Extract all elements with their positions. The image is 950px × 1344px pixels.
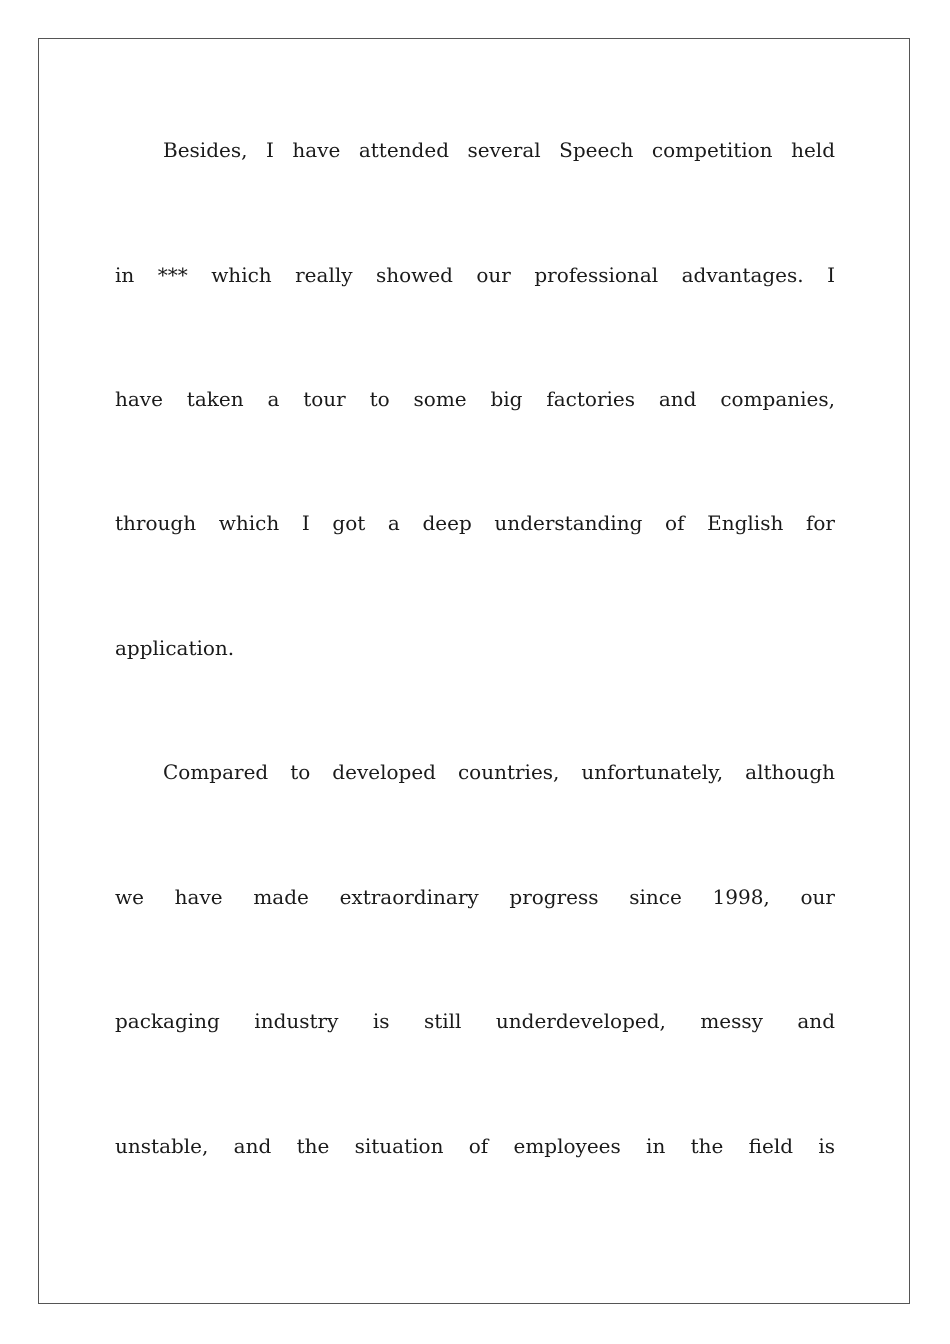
paragraph-2-line-1: Compared to developed countries, unfortunately, although — [163, 760, 835, 784]
page-border — [38, 38, 910, 1304]
paragraph-1-line-5: application. — [115, 636, 235, 660]
paragraph-2-line-4: unstable, and the situation of employees in the field is — [115, 1134, 835, 1158]
paragraph-1-line-1: Besides, I have attended several Speech competition held — [163, 138, 835, 162]
paragraph-2-line-3: packaging industry is still underdeveloped, messy and — [115, 1009, 835, 1033]
paragraph-1-line-2: in *** which really showed our professional advantages. I — [115, 263, 835, 287]
paragraph-2-line-2: we have made extraordinary progress since 1998, our — [115, 885, 835, 909]
paragraph-1-line-3: have taken a tour to some big factories and companies, — [115, 387, 835, 411]
paragraph-1-line-4: through which I got a deep understanding of English for — [115, 511, 835, 535]
